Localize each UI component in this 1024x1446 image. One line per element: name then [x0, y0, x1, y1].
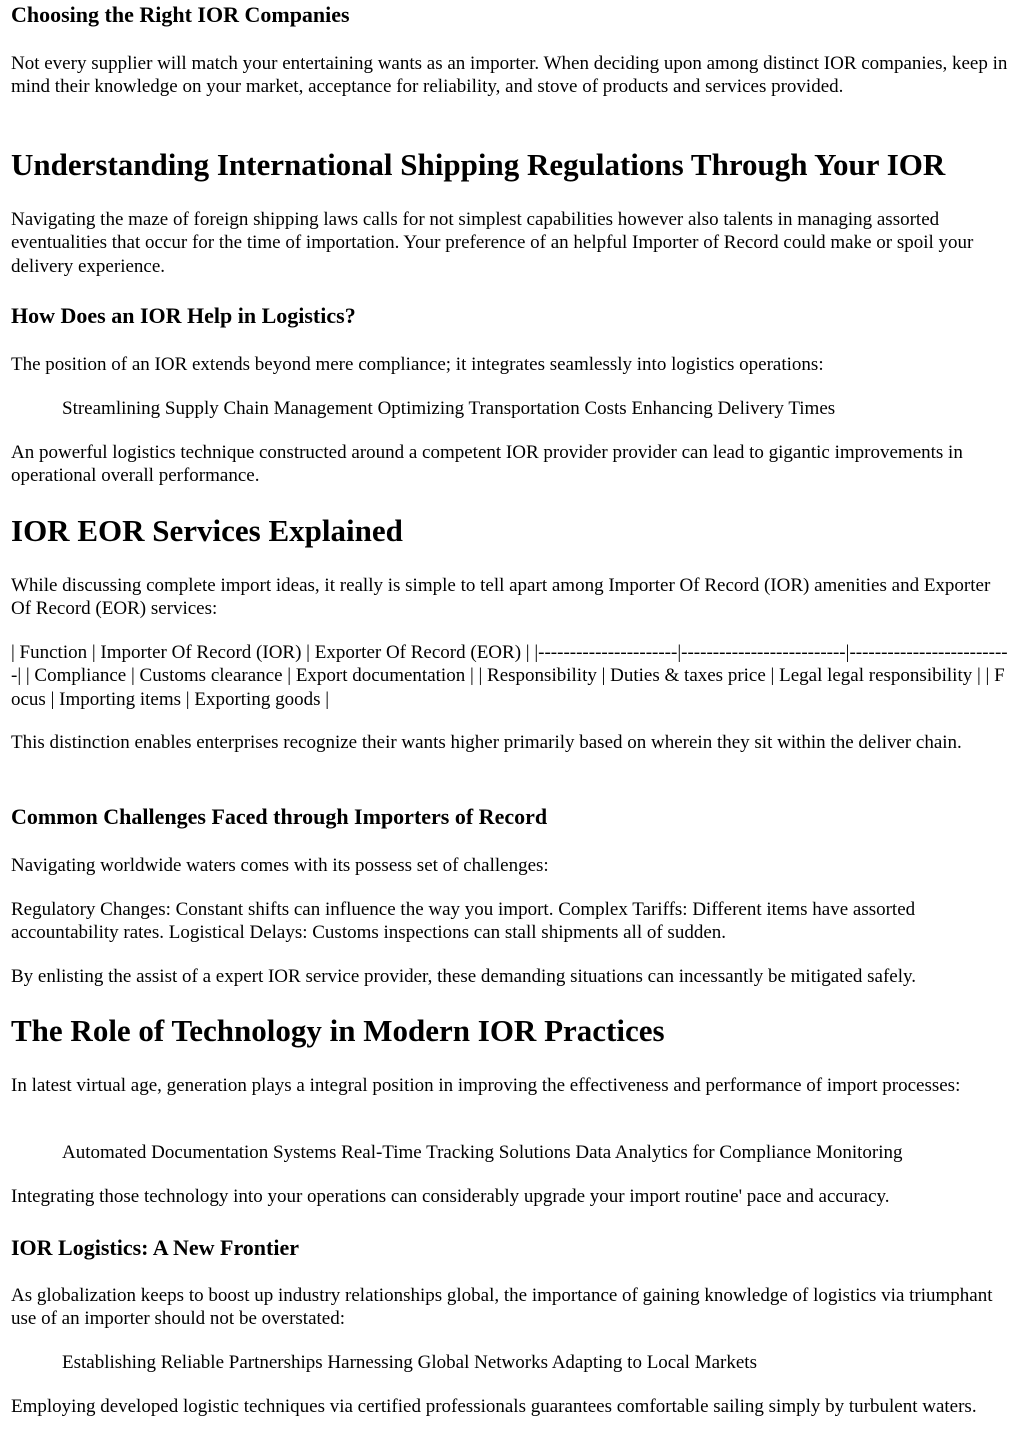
- paragraph-technology-outro: Integrating those technology into your operations can considerably upgrade your import routine' pace and accuracy.: [11, 1186, 890, 1207]
- paragraph-challenges-outro: By enlisting the assist of a expert IOR service provider, these demanding situations can incessantly be mitigated safely.: [11, 966, 917, 987]
- paragraph-how-does-outro: An powerful logistics technique constructed around a competent IOR provider provider can lead to gigantic improvements in operational overall performance.: [11, 442, 963, 487]
- list-frontier: Establishing Reliable Partnerships Harnessing Global Networks Adapting to Local Markets: [62, 1352, 757, 1373]
- section-heading-choosing: Choosing the Right IOR Companies: [11, 2, 350, 27]
- section-heading-how-does: How Does an IOR Help in Logistics?: [11, 303, 356, 328]
- paragraph-challenges-intro: Navigating worldwide waters comes with its possess set of challenges:: [11, 855, 549, 876]
- markdown-table-text: | Function | Importer Of Record (IOR) | Exporter Of Record (EOR) | |----------------------|--------------------------|--------------------------| | Compliance | Customs clearance | Export documentation | | Responsibility | Duties & taxes price | Legal legal responsibility | | Focus | Importing items | Exporting goods |: [11, 642, 1008, 710]
- section-heading-understanding: Understanding International Shipping Regulations Through Your IOR: [11, 147, 946, 182]
- section-heading-technology: The Role of Technology in Modern IOR Practices: [11, 1013, 665, 1048]
- paragraph-ior-eor-outro: This distinction enables enterprises recognize their wants higher primarily based on wherein they sit within the deliver chain.: [11, 732, 962, 753]
- paragraph-frontier-intro: As globalization keeps to boost up industry relationships global, the importance of gaining knowledge of logistics via triumphant use of an importer should not be overstated:: [11, 1285, 993, 1330]
- list-technology: Automated Documentation Systems Real-Time Tracking Solutions Data Analytics for Compliance Monitoring: [62, 1142, 903, 1163]
- section-heading-ior-eor: IOR EOR Services Explained: [11, 513, 403, 548]
- list-challenges: Regulatory Changes: Constant shifts can influence the way you import. Complex Tariffs: Different items have assorted accountability rates. Logistical Delays: Customs inspections can stall shipments all of sudden.: [11, 899, 916, 944]
- paragraph-choosing: Not every supplier will match your entertaining wants as an importer. When deciding upon among distinct IOR companies, keep in mind their knowledge on your market, acceptance for reliability, and stove of products and services provided.: [11, 53, 1008, 98]
- section-heading-challenges: Common Challenges Faced through Importers of Record: [11, 804, 548, 829]
- section-heading-frontier: IOR Logistics: A New Frontier: [11, 1235, 300, 1260]
- paragraph-understanding: Navigating the maze of foreign shipping laws calls for not simplest capabilities however also talents in managing assorted eventualities that occur for the time of importation. Your preference of an helpful Importer of Record could make or spoil your delivery experience.: [11, 209, 974, 277]
- paragraph-frontier-outro: Employing developed logistic techniques via certified professionals guarantees comfortable sailing simply by turbulent waters.: [11, 1396, 977, 1417]
- paragraph-technology-intro: In latest virtual age, generation plays a integral position in improving the effectiveness and performance of import processes:: [11, 1075, 961, 1096]
- list-logistics: Streamlining Supply Chain Management Optimizing Transportation Costs Enhancing Delivery Times: [62, 398, 836, 419]
- paragraph-how-does-intro: The position of an IOR extends beyond mere compliance; it integrates seamlessly into logistics operations:: [11, 354, 824, 375]
- paragraph-ior-eor-intro: While discussing complete import ideas, it really is simple to tell apart among Importer Of Record (IOR) amenities and Exporter Of Record (EOR) services:: [11, 575, 991, 620]
